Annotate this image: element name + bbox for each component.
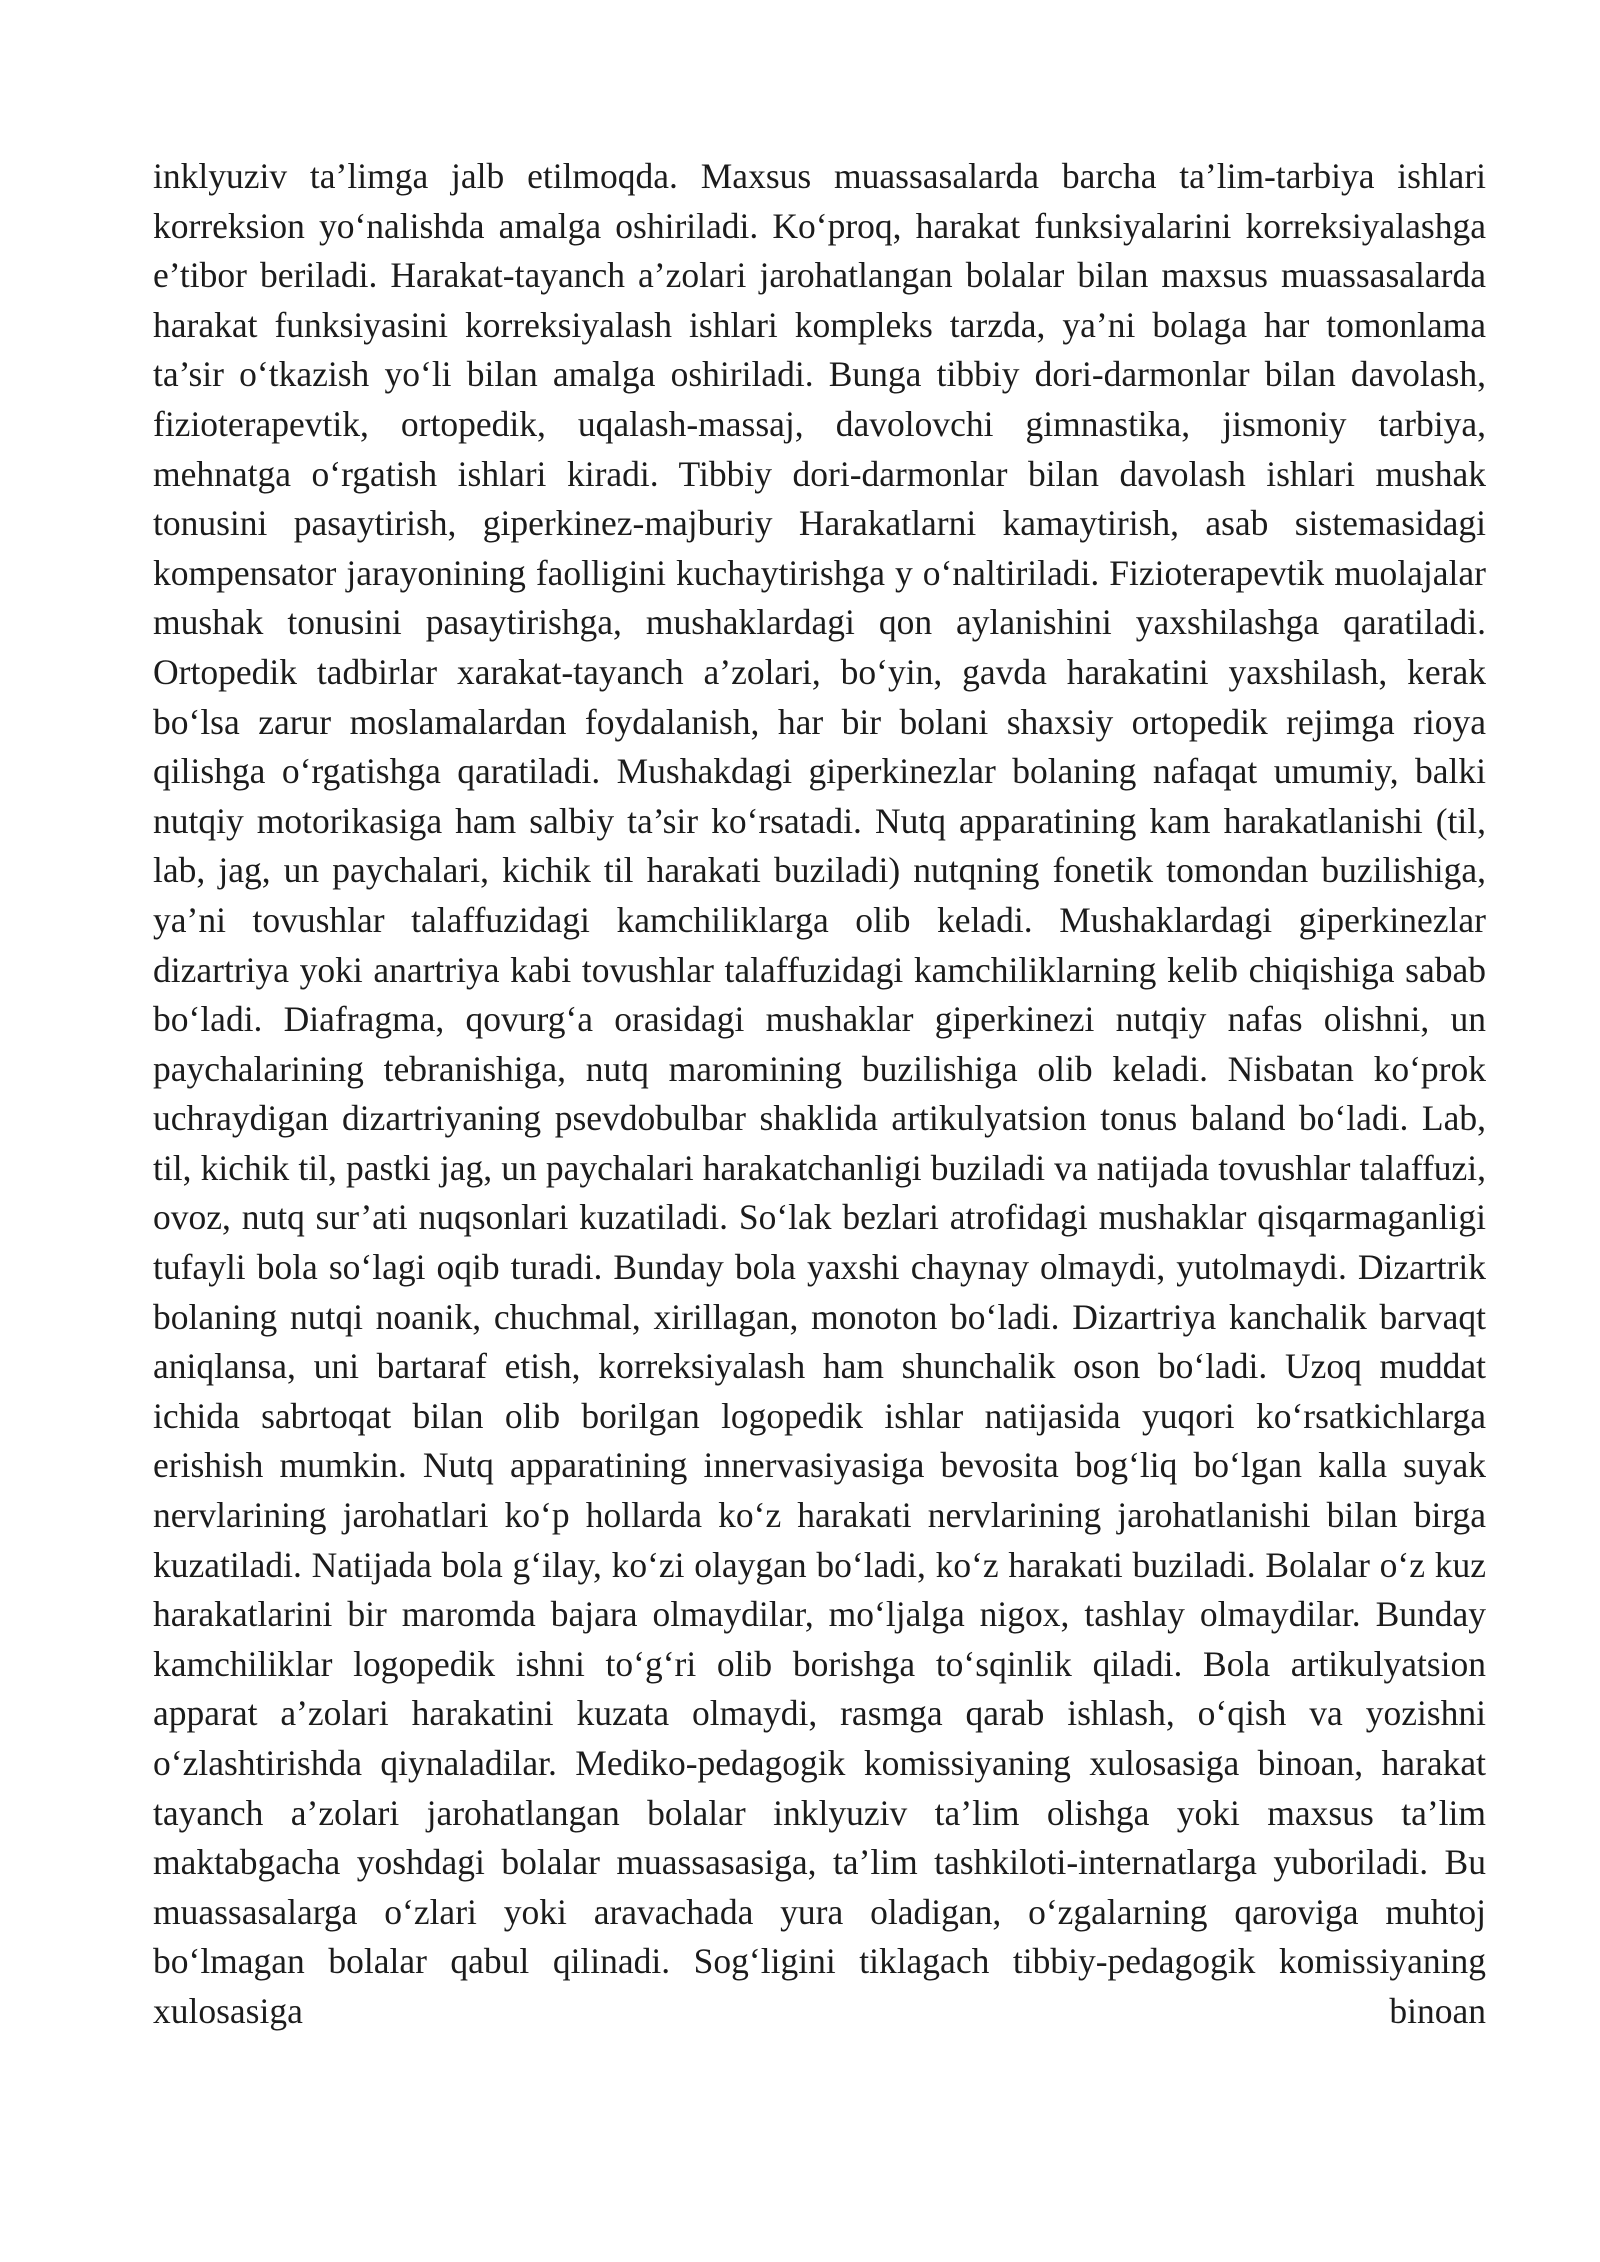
body-paragraph: inklyuziv ta’limga jalb etilmoqda. Maxsus muassasalarda barcha ta’lim-tarbiya ishlari korreksion yo‘nalishda amalga oshiriladi. Ko‘proq, harakat funksiyalarini korreksiyalashga e’tibor beriladi. Harakat-tayanch a’zolari jarohatlangan bolalar bilan maxsus muassasalarda harakat funksiyasini korreksiyalash ishlari kompleks tarzda, ya’ni bolaga har tomonlama ta’sir o‘tkazish yo‘li bilan amalga oshiriladi. Bunga tibbiy dori-darmonlar bilan davolash, fizioterapevtik, ortopedik, uqalash-massaj, davolovchi gimnastika, jismoniy tarbiya, mehnatga o‘rgatish ishlari kiradi. Tibbiy dori-darmonlar bilan davolash ishlari mushak tonusini pasaytirish, giperkinez-majburiy Harakatlarni kamaytirish, asab sistemasidagi kompensator jarayonining faolligini kuchaytirishga y o‘naltiriladi. Fizioterapevtik muolajalar mushak tonusini pasaytirishga, mushaklardagi qon aylanishini yaxshilashga qaratiladi. Ortopedik tadbirlar xarakat-tayanch a’zolari, bo‘yin, gavda harakatini yaxshilash, kerak bo‘lsa zarur moslamalardan foydalanish, har bir bolani shaxsiy ortopedik rejimga rioya qilishga o‘rgatishga qaratiladi. Mushakdagi giperkinezlar bolaning nafaqat umumiy, balki nutqiy motorikasiga ham salbiy ta’sir ko‘rsatadi. Nutq apparatining kam harakatlanishi (til, lab, jag, un paychalari, kichik til harakati buziladi) nutqning fonetik tomondan buzilishiga, ya’ni tovushlar talaffuzidagi kamchiliklarga olib keladi. Mushaklardagi giperkinezlar dizartriya yoki anartriya kabi tovushlar talaffuzidagi kamchiliklarning kelib chiqishiga sabab bo‘ladi. Diafragma, qovurg‘a orasidagi mushaklar giperkinezi nutqiy nafas olishni, un paychalarining tebranishiga, nutq maromining buzilishiga olib keladi. Nisbatan ko‘prok uchraydigan dizartriyaning psevdobulbar shaklida artikulyatsion tonus baland bo‘ladi. Lab, til, kichik til, pastki jag, un paychalari harakatchanligi buziladi va natijada tovushlar talaffuzi, ovoz, nutq sur’ati nuqsonlari kuzatiladi. So‘lak bezlari atrofidagi mushaklar qisqarmaganligi tufayli bola so‘lagi oqib turadi. Bunday bola yaxshi chaynay olmaydi, yutolmaydi. Dizartrik bolaning nutqi noanik, chuchmal, xirillagan, monoton bo‘ladi. Dizartriya kanchalik barvaqt aniqlansa, uni bartaraf etish, korreksiyalash ham shunchalik oson bo‘ladi. Uzoq muddat ichida sabrtoqat bilan olib borilgan logopedik ishlar natijasida yuqori ko‘rsatkichlarga erishish mumkin. Nutq apparatining innervasiyasiga bevosita bog‘liq bo‘lgan kalla suyak nervlarining jarohatlari ko‘p hollarda ko‘z harakati nervlarining jarohatlanishi bilan birga kuzatiladi. Natijada bola g‘ilay, ko‘zi olaygan bo‘ladi, ko‘z harakati buziladi. Bolalar o‘z kuz harakatlarini bir maromda bajara olmaydilar, mo‘ljalga nigox, tashlay olmaydilar. Bunday kamchiliklar logopedik ishni to‘g‘ri olib borishga to‘sqinlik qiladi. Bola artikulyatsion apparat a’zolari harakatini kuzata olmaydi, rasmga qarab ishlash, o‘qish va yozishni o‘zlashtirishda qiynaladilar. Mediko-pedagogik komissiyaning xulosasiga binoan, harakat tayanch a’zolari jarohatlangan bolalar inklyuziv ta’lim olishga yoki maxsus ta’lim maktabgacha yoshdagi bolalar muassasasiga, ta’lim tashkiloti-internatlarga yuboriladi. Bu muassasalarga o‘zlari yoki aravachada yura oladigan, o‘zgalarning qaroviga muhtoj bo‘lmagan bolalar qabul qilinadi. Sog‘ligini tiklagach tibbiy-pedagogik komissiyaning xulosasiga binoan: [153, 156, 1486, 2031]
